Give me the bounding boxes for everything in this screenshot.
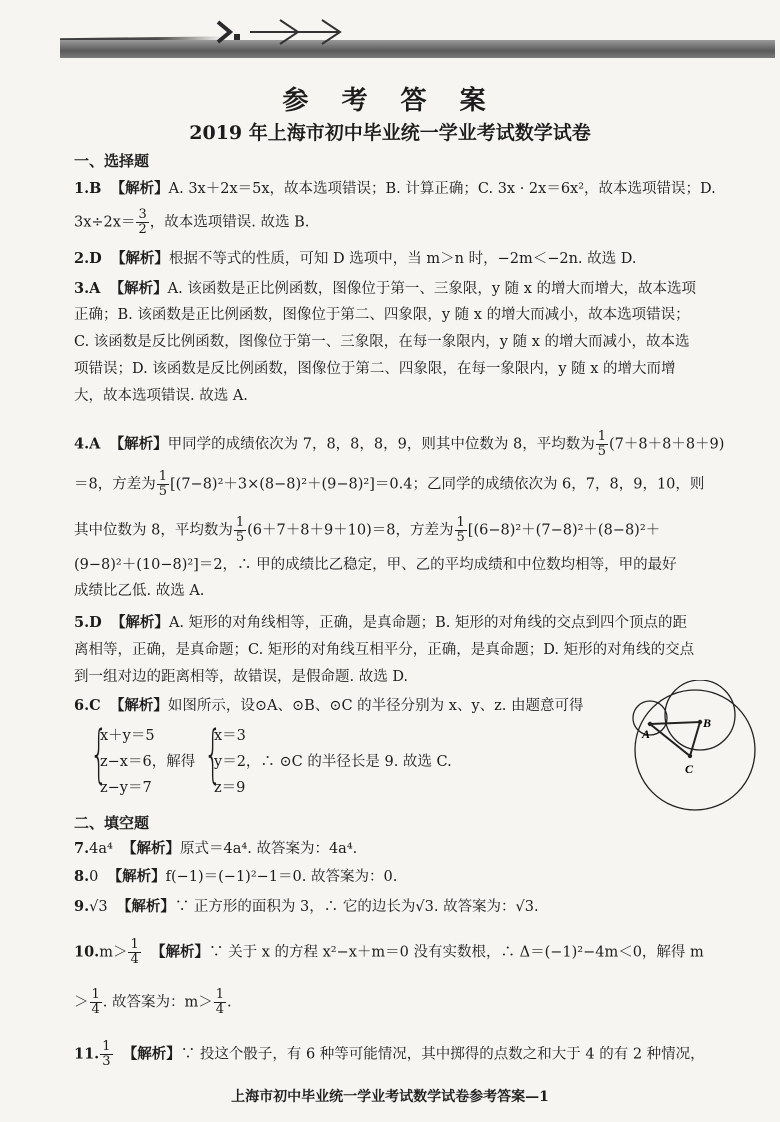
q6-sol-2-text: y＝2 (214, 754, 246, 770)
q1-line-1 (74, 180, 736, 198)
q2-tag: 【解析】 (110, 250, 169, 267)
q4-text-2a: ＝8，方差为 (74, 476, 156, 493)
q10-frac1-num: 1 (130, 937, 139, 952)
q7-line (74, 840, 736, 858)
q4-text-1b: (7＋8＋8＋8＋9) (608, 436, 725, 453)
q1-line-2 (74, 208, 736, 237)
q4-line-2 (74, 470, 736, 499)
q1-tag: 【解析】 (110, 180, 169, 197)
q8-line (74, 868, 736, 886)
q6-eq-1: x＋y＝5 (100, 728, 155, 744)
arrows-icon (210, 8, 390, 48)
q2-answer: D (89, 250, 102, 267)
q4-tag: 【解析】 (109, 435, 168, 453)
section-choice-heading: 一、选择题 (74, 152, 150, 170)
q11-line-1 (74, 1040, 736, 1069)
q4-frac4-den: 5 (456, 530, 465, 545)
tangent-circles-figure (620, 680, 770, 815)
q3-line-5: 大，故本选项错误. 故选 A. (74, 388, 248, 404)
q3-line-2: 正确；B. 该函数是正比例函数，图像位于第二、四象限，y 随 x 的增大而减小，故本选项错误； (74, 307, 690, 323)
q5-number: 5. (74, 614, 90, 631)
q10-text-1: ∵ 关于 x 的方程 x²−x＋m＝0 没有实数根，∴ Δ＝(−1)²−4m＜0，解得 m (208, 944, 704, 961)
q10-line-1 (74, 938, 736, 967)
q1-answer: B (89, 180, 102, 197)
q10-fraction-3 (214, 988, 226, 1017)
q6-conclusion: ，∴ ⊙C 的半径长是 9. 故选 C. (245, 754, 452, 770)
q11-frac-den: 3 (102, 1054, 111, 1069)
q11-number: 11. (74, 1045, 100, 1063)
q6-sol-1: x＝3 (214, 728, 246, 744)
q9-number: 9. (74, 898, 90, 915)
q4-frac2-num: 1 (158, 469, 168, 484)
point-a (648, 722, 652, 726)
q5-answer: D (89, 614, 102, 631)
q4-frac2-den: 5 (158, 484, 168, 499)
q10-frac2-num: 1 (91, 987, 100, 1002)
q3-line-3: C. 该函数是反比例函数，图像位于第一、三象限，在每一象限内，y 随 x 的增大而减小，故本选 (74, 334, 690, 350)
banner-bar (60, 40, 775, 58)
q4-fraction-3 (234, 516, 246, 545)
q4-line-4: (9−8)²＋(10−8)²]＝2，∴ 甲的成绩比乙稳定，甲、乙的平均成绩和中位数均相等，甲的最好 (74, 557, 677, 573)
q6-solve-word: ，解得 (151, 754, 196, 770)
q4-frac1-num: 1 (597, 429, 606, 444)
q11-text-1: ∵ 投这个骰子，有 6 种等可能情况，其中掷得的点数之和大于 4 的有 2 种情况， (180, 1046, 705, 1063)
q8-text: f(−1)＝(−1)²−1＝0. 故答案为：0. (165, 869, 398, 885)
q1-fraction (136, 208, 148, 237)
q7-answer: 4a⁴ (89, 841, 113, 857)
q3-text-1: A. 该函数是正比例函数，图像位于第一、三象限，y 随 x 的增大而增大，故本选项 (167, 281, 697, 297)
page-footer: 上海市初中毕业统一学业考试数学试卷参考答案—1 (231, 1089, 549, 1105)
q10-text-2a: ＞ (74, 994, 89, 1011)
q10-number: 10. (74, 943, 100, 961)
q10-frac3-den: 4 (215, 1002, 225, 1017)
q5-tag: 【解析】 (110, 614, 169, 631)
label-b: B (703, 716, 712, 730)
section-fill-heading: 二、填空题 (74, 814, 150, 832)
q5-line-1 (74, 614, 736, 632)
q9-text: ∵ 正方形的面积为 3，∴ 它的边长为√3. 故答案为：√3. (174, 899, 539, 915)
q4-line-3 (74, 516, 736, 545)
q3-tag: 【解析】 (109, 280, 168, 297)
q2-line-1 (74, 250, 736, 268)
q6-text-1: 如图所示，设⊙A、⊙B、⊙C 的半径分别为 x、y、z. 由题意可得 (167, 698, 584, 714)
q7-tag: 【解析】 (122, 840, 181, 857)
q8-tag: 【解析】 (107, 868, 166, 885)
q1-text-2b: ，故本选项错误. 故选 B. (149, 214, 310, 231)
q1-number: 1. (74, 180, 90, 197)
q7-number: 7. (74, 840, 90, 857)
q10-text-2c: . (227, 994, 232, 1011)
q6-sol-2 (214, 749, 452, 775)
q10-text-2b: . 故答案为：m＞ (102, 994, 213, 1011)
q6-eq-2 (100, 749, 195, 775)
q6-system (100, 723, 195, 801)
q4-fraction-4 (455, 516, 467, 545)
q6-number: 6. (74, 697, 90, 714)
q4-text-1: 甲同学的成绩依次为 7，8，8，8，9，则其中位数为 8，平均数为 (167, 436, 595, 453)
q5-line-2: 离相等，正确，是真命题；C. 矩形的对角线互相平分，正确，是真命题；D. 矩形的对角线的交点 (74, 642, 695, 658)
q4-text-3b: (6＋7＋8＋9＋10)＝8，方差为 (247, 522, 454, 539)
q7-text: 原式＝4a⁴. 故答案为：4a⁴. (180, 841, 358, 857)
q4-answer: A (89, 435, 101, 453)
label-c: C (685, 762, 694, 776)
q6-tag: 【解析】 (109, 697, 168, 714)
q1-frac-num: 3 (138, 207, 147, 222)
q4-text-3a: 其中位数为 8，平均数为 (74, 522, 233, 539)
point-b (698, 720, 702, 724)
q3-line-1 (74, 280, 736, 298)
q6-left-brace: { (90, 717, 108, 790)
q11-frac-num: 1 (102, 1039, 111, 1054)
q1-frac-den: 2 (138, 222, 147, 237)
q4-line-1 (74, 430, 736, 459)
q6-line-1 (74, 697, 610, 715)
q2-text-1: 根据不等式的性质，可知 D 选项中，当 m＞n 时，−2m＜−2n. 故选 D. (168, 251, 637, 267)
q6-eq-3: z−y＝7 (100, 780, 152, 796)
q9-line (74, 898, 736, 916)
q6-right-brace: { (204, 717, 222, 790)
q10-fraction-1 (128, 938, 140, 967)
q1-text-2a: 3x÷2x＝ (74, 214, 136, 231)
q10-frac3-num: 1 (215, 987, 225, 1002)
q10-tag: 【解析】 (150, 943, 209, 961)
q6-answer: C (89, 697, 101, 714)
q10-frac1-den: 4 (130, 952, 139, 967)
q8-number: 8. (74, 868, 90, 885)
q4-frac1-den: 5 (597, 444, 606, 459)
point-c (688, 754, 692, 758)
q4-frac3-num: 1 (235, 515, 245, 530)
q4-fraction-1 (596, 430, 608, 459)
exam-title: 2019 年上海市初中毕业统一学业考试数学试卷 (189, 122, 591, 144)
q1-text-1: A. 3x＋2x＝5x，故本选项错误；B. 计算正确；C. 3x · 2x＝6x²，故本选项错误；D. (168, 181, 716, 197)
q4-text-2b: [(7−8)²＋3×(8−8)²＋(9−8)²]＝0.4；乙同学的成绩依次为 6，7，8，9，10，则 (170, 476, 705, 493)
q6-eq-2-text: z−x＝6 (100, 754, 152, 770)
q8-answer: 0 (89, 869, 99, 885)
q9-tag: 【解析】 (116, 898, 175, 915)
label-a: A (642, 727, 651, 741)
q10-fraction-2 (90, 988, 102, 1017)
q6-solution (214, 723, 452, 801)
q10-answer: m＞ (99, 944, 128, 961)
q11-tag: 【解析】 (122, 1045, 181, 1063)
q4-fraction-2 (157, 470, 169, 499)
q4-line-5: 成绩比乙低. 故选 A. (74, 583, 205, 599)
q4-frac3-den: 5 (235, 530, 245, 545)
q3-line-4: 项错误；D. 该函数是反比例函数，图像位于第二、四象限，在每一象限内，y 随 x 的增大而增 (74, 361, 676, 377)
q5-line-3: 到一组对边的距离相等，故错误，是假命题. 故选 D. (74, 669, 409, 685)
q3-answer: A (89, 280, 101, 297)
q4-text-3c: [(6−8)²＋(7−8)²＋(8−8)²＋ (467, 522, 661, 539)
q11-fraction (100, 1040, 112, 1069)
q2-number: 2. (74, 250, 90, 267)
q9-answer: √3 (89, 899, 108, 915)
q3-number: 3. (74, 280, 90, 297)
q6-sol-3: z＝9 (214, 780, 246, 796)
q4-number: 4. (74, 435, 90, 453)
q10-line-2 (74, 988, 736, 1017)
header-banner (60, 8, 775, 60)
q5-text-1: A. 矩形的对角线相等，正确，是真命题；B. 矩形的对角线的交点到四个顶点的距 (168, 615, 687, 631)
q4-frac4-num: 1 (456, 515, 465, 530)
q10-frac2-den: 4 (91, 1002, 100, 1017)
page-title: 参 考 答 案 (282, 86, 498, 116)
